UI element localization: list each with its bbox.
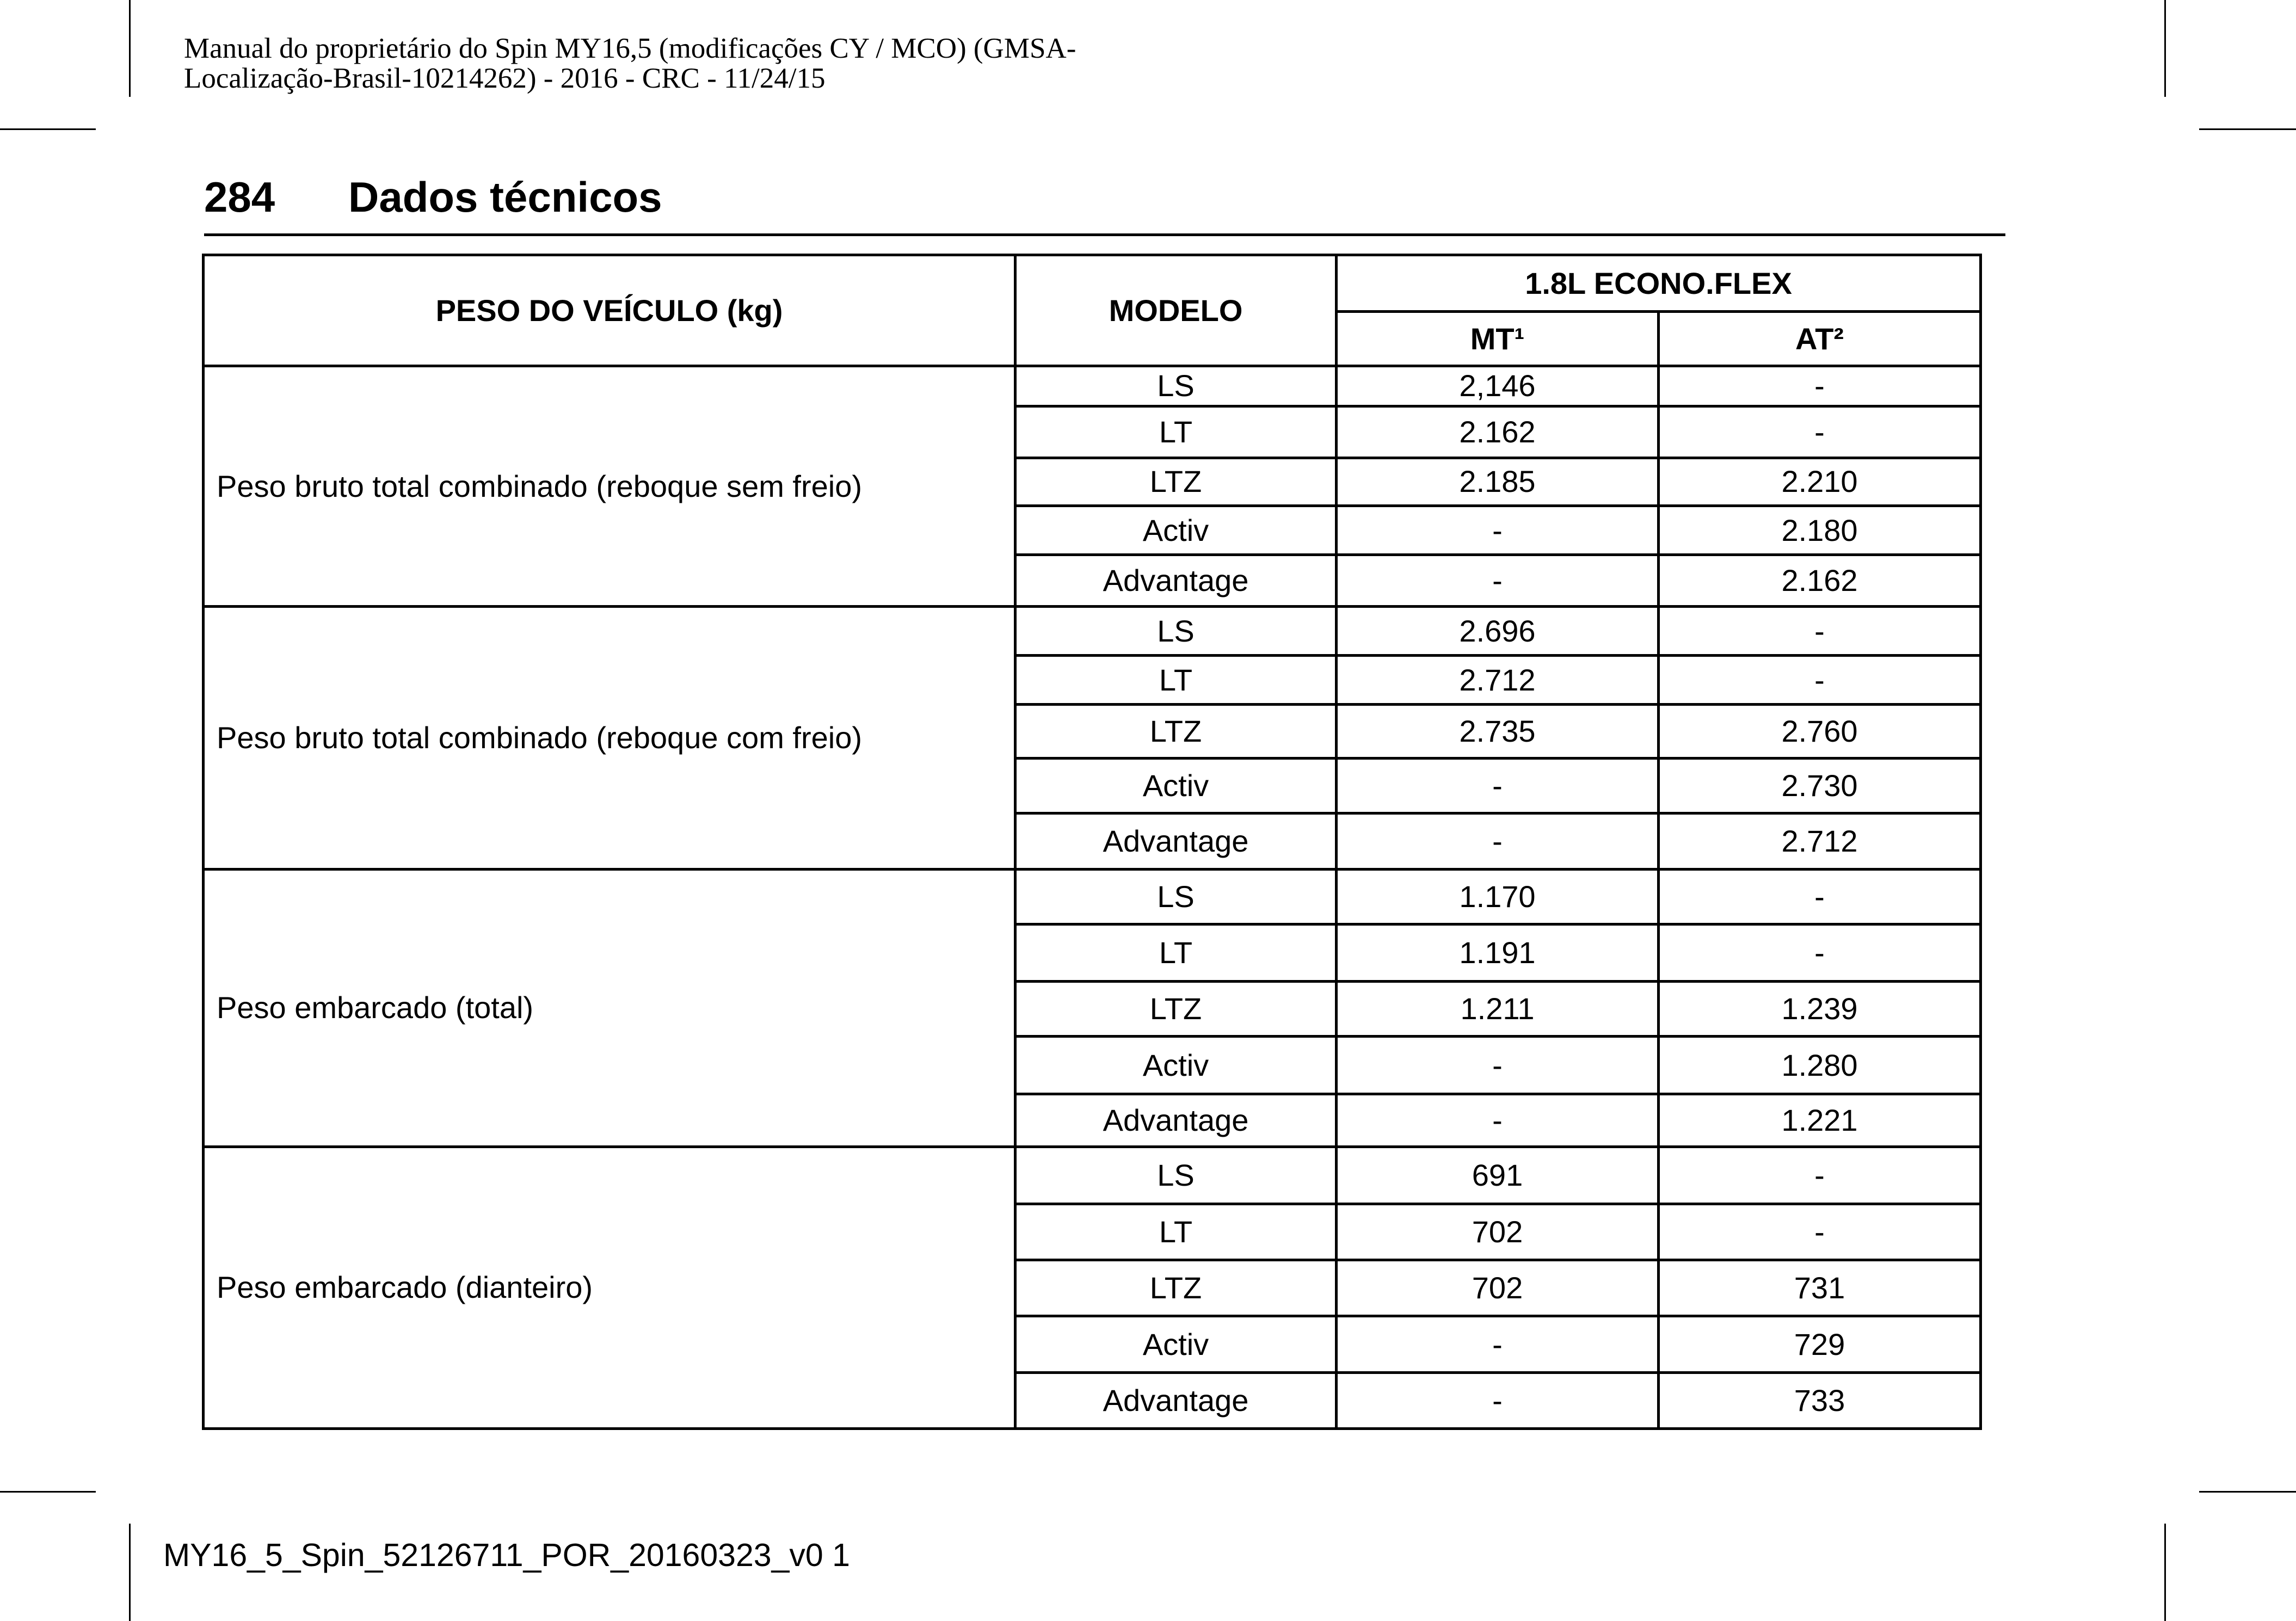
header-vehicle-weight: PESO DO VEÍCULO (kg) — [204, 255, 1015, 366]
at-value-cell: - — [1659, 406, 1981, 458]
mt-value-cell: 2.162 — [1337, 406, 1659, 458]
model-cell: LT — [1015, 1204, 1337, 1260]
page-number: 284 — [204, 173, 275, 221]
crop-mark — [129, 1524, 131, 1621]
mt-value-cell: 691 — [1337, 1147, 1659, 1204]
header-mt: MT¹ — [1337, 312, 1659, 366]
crop-mark — [2164, 0, 2166, 97]
at-value-cell: - — [1659, 656, 1981, 705]
at-value-cell: - — [1659, 366, 1981, 406]
mt-value-cell: - — [1337, 1094, 1659, 1147]
mt-value-cell: - — [1337, 506, 1659, 555]
table-row — [204, 1147, 1981, 1204]
at-value-cell: 1.239 — [1659, 982, 1981, 1037]
table-row — [204, 366, 1981, 406]
model-cell: Advantage — [1015, 813, 1337, 869]
at-value-cell: 1.221 — [1659, 1094, 1981, 1147]
mt-value-cell: - — [1337, 759, 1659, 813]
at-value-cell: 2.162 — [1659, 555, 1981, 607]
mt-value-cell: 1.191 — [1337, 924, 1659, 981]
table-row — [204, 869, 1981, 924]
mt-value-cell: - — [1337, 813, 1659, 869]
model-cell: LS — [1015, 869, 1337, 924]
at-value-cell: 2.712 — [1659, 813, 1981, 869]
weight-category-label: Peso embarcado (dianteiro) — [204, 1147, 1015, 1428]
at-value-cell: 1.280 — [1659, 1037, 1981, 1094]
header-model: MODELO — [1015, 255, 1337, 366]
at-value-cell: - — [1659, 607, 1981, 656]
weight-category-label: Peso embarcado (total) — [204, 869, 1015, 1147]
mt-value-cell: 2.712 — [1337, 656, 1659, 705]
vehicle-weight-table — [202, 254, 1982, 1430]
at-value-cell: - — [1659, 869, 1981, 924]
weight-category-label: Peso bruto total combinado (reboque sem freio) — [204, 366, 1015, 607]
at-value-cell: - — [1659, 1147, 1981, 1204]
crop-mark — [0, 1491, 96, 1493]
at-value-cell: 2.730 — [1659, 759, 1981, 813]
crop-mark — [0, 128, 96, 130]
model-cell: LT — [1015, 924, 1337, 981]
mt-value-cell: 1.170 — [1337, 869, 1659, 924]
weight-category-label: Peso bruto total combinado (reboque com freio) — [204, 607, 1015, 870]
model-cell: LS — [1015, 607, 1337, 656]
at-value-cell: - — [1659, 1204, 1981, 1260]
crop-mark — [2164, 1524, 2166, 1621]
model-cell: Activ — [1015, 759, 1337, 813]
mt-value-cell: 1.211 — [1337, 982, 1659, 1037]
mt-value-cell: - — [1337, 555, 1659, 607]
crop-mark — [2199, 1491, 2296, 1493]
at-value-cell: 2.180 — [1659, 506, 1981, 555]
table-header-row — [204, 255, 1981, 312]
mt-value-cell: 702 — [1337, 1204, 1659, 1260]
footer-doc-id: MY16_5_Spin_52126711_POR_20160323_v0 1 — [163, 1537, 850, 1573]
model-cell: LTZ — [1015, 1260, 1337, 1316]
model-cell: LS — [1015, 1147, 1337, 1204]
table-body — [204, 366, 1981, 1429]
at-value-cell: 733 — [1659, 1372, 1981, 1428]
model-cell: LTZ — [1015, 982, 1337, 1037]
mt-value-cell: 2.185 — [1337, 458, 1659, 506]
at-value-cell: 731 — [1659, 1260, 1981, 1316]
at-value-cell: 2.760 — [1659, 705, 1981, 759]
mt-value-cell: 2.696 — [1337, 607, 1659, 656]
model-cell: Activ — [1015, 1037, 1337, 1094]
model-cell: LT — [1015, 406, 1337, 458]
model-cell: LTZ — [1015, 458, 1337, 506]
mt-value-cell: 2,146 — [1337, 366, 1659, 406]
mt-value-cell: - — [1337, 1372, 1659, 1428]
crop-mark — [129, 0, 131, 97]
mt-value-cell: 2.735 — [1337, 705, 1659, 759]
model-cell: Activ — [1015, 506, 1337, 555]
page-heading — [204, 170, 662, 224]
model-cell: LS — [1015, 366, 1337, 406]
model-cell: LTZ — [1015, 705, 1337, 759]
model-cell: Advantage — [1015, 1372, 1337, 1428]
model-cell: LT — [1015, 656, 1337, 705]
model-cell: Activ — [1015, 1316, 1337, 1372]
at-value-cell: - — [1659, 924, 1981, 981]
model-cell: Advantage — [1015, 1094, 1337, 1147]
page-title: Dados técnicos — [348, 173, 662, 221]
model-cell: Advantage — [1015, 555, 1337, 607]
title-divider — [204, 233, 2005, 236]
header-at: AT² — [1659, 312, 1981, 366]
document-header-note — [184, 34, 1076, 94]
mt-value-cell: 702 — [1337, 1260, 1659, 1316]
mt-value-cell: - — [1337, 1037, 1659, 1094]
crop-mark — [2199, 128, 2296, 130]
header-note-line-2: Localização-Brasil-10214262) - 2016 - CRC - 11/24/15 — [184, 63, 826, 94]
header-engine: 1.8L ECONO.FLEX — [1337, 255, 1981, 312]
mt-value-cell: - — [1337, 1316, 1659, 1372]
table-row — [204, 607, 1981, 656]
at-value-cell: 729 — [1659, 1316, 1981, 1372]
header-note-line-1: Manual do proprietário do Spin MY16,5 (modificações CY / MCO) (GMSA- — [184, 33, 1076, 64]
at-value-cell: 2.210 — [1659, 458, 1981, 506]
